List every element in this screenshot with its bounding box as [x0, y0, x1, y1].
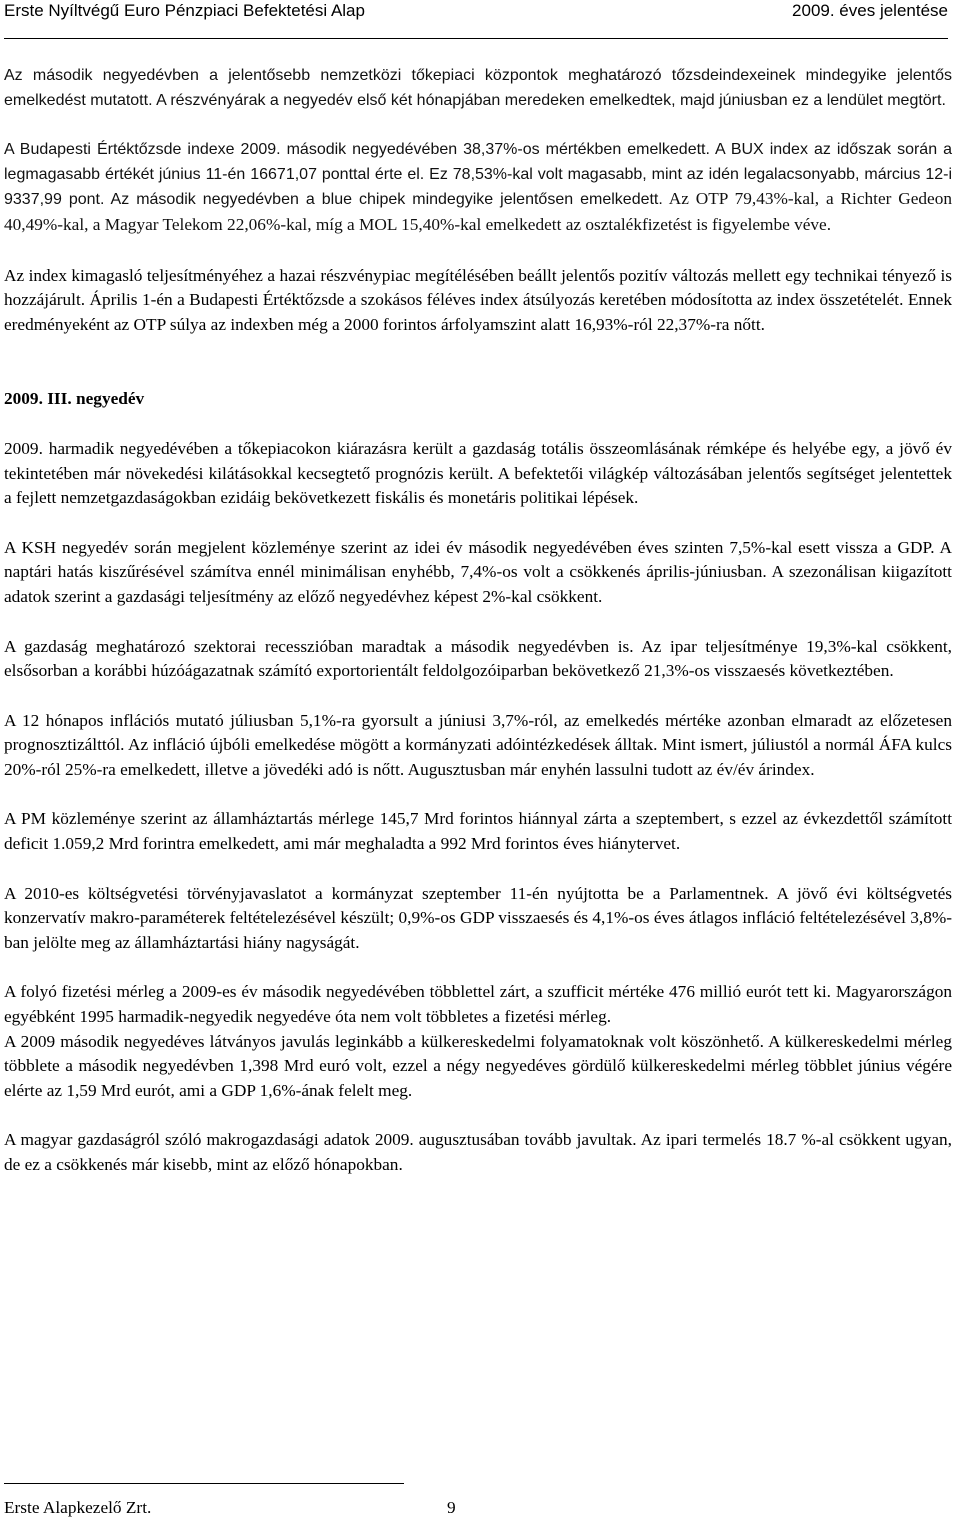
paragraph-ksh-gdp: A KSH negyedév során megjelent közleménye szerint az idei év második negyedévében éves szinten 7,5%-kal esett vissza a GDP. A naptári hatás kiszűrésével számítva ennél minimálisan enyhébb, 7,4%-os volt a csökkenés április-júniusban. A szezonálisan kiigazított adatok szerint a gazdasági teljesítmény az előző negyedévhez képest 2%-kal csökkent.	[4, 537, 952, 606]
paragraph-q2-markets: Az második negyedévben a jelentősebb nemzetközi tőkepiaci központok meghatározó tőzsdeindexeinek mindegyike jelentős emelkedést mutatott. A részvényárak a negyedév első két hónapjában meredeken emelkedtek, majd júniusban ez a lendület megtört.	[4, 67, 952, 109]
paragraph-index-weighting: Az index kimagasló teljesítményéhez a hazai részvénypiac megítélésében beállt jelentős pozitív változás mellett egy technikai tényező is hozzájárult. Április 1-én a Budapesti Értéktőzsde a szokásos féléves index átsúlyozás keretében módosította az index összetételét. Ennek eredményeként az OTP súlya az indexben még a 2000 forintos árfolyamszint alatt 16,93%-ról 22,37%-ra nőtt.	[4, 265, 952, 334]
header-fund-name: Erste Nyíltvégű Euro Pénzpiaci Befektetési Alap	[4, 1, 365, 20]
paragraph-q3-outlook: 2009. harmadik negyedévében a tőkepiacokon kiárazásra került a gazdaság totális összeomlásának rémképe és helyébe egy, a jövő év tekintetében már növekedési kilátásokkal kecsegtető prognózis került. A befektetői világkép változásában jelentős segítséget jelentettek a fejlett nemzetgazdaságokban ezidáig bekövetkezett fiskális és monetáris politikai lépések.	[4, 438, 952, 508]
paragraph-bux-index	[4, 138, 952, 238]
paragraph-macro-data: A magyar gazdaságról szóló makrogazdasági adatok 2009. augusztusában tovább javultak. Az ipari termelés 18.7 %-al csökkent ugyan, de ez a csökkenés már kisebb, mint az előző hónapokban.	[4, 1130, 952, 1174]
paragraph-current-account: A folyó fizetési mérleg a 2009-es év második negyedévében többlettel zárt, a szufficit mértéke 476 millió eurót tett ki. Magyarországon egyébként 1995 harmadik-negyedik negyedéve óta nem volt többletes a fizetési mérleg.	[4, 982, 952, 1027]
paragraph-recession-sectors: A gazdaság meghatározó szektorai recesszióban maradtak a második negyedévben is. Az ipar teljesítménye 19,3%-kal csökkent, elsősorban a korábbi húzóágazatnak számító exportorientált feldolgozóiparban bekövetkező 21,3%-os visszaesés következtében.	[4, 636, 952, 681]
paragraph-foreign-trade: A 2009 második negyedéves látványos javulás leginkább a külkereskedelmi folyamatoknak volt köszönhető. A külkereskedelmi mérleg többlete a második negyedévben 1,398 Mrd euró volt, ezzel a négy negyedéves gördülő külkereskedelmi mérleg többlet június végére elérte az 1,59 Mrd eurót, ami a GDP 1,6%-ának felelt meg.	[4, 1031, 952, 1100]
paragraph-blue-chips-text: Az OTP 79,43%-kal, a Richter Gedeon 40,49%-kal, a Magyar Telekom 22,06%-kal, míg a MOL 15,40%-kal emelkedett az osztalékfizetést is figyelembe véve.	[4, 189, 952, 234]
section-title-q3: 2009. III. negyedév	[4, 389, 145, 409]
footer-company: Erste Alapkezelő Zrt.	[4, 1498, 152, 1517]
page-footer	[4, 1483, 948, 1517]
page-number: 9	[447, 1498, 456, 1517]
paragraph-bux-index-text: A Budapesti Értéktőzsde indexe 2009. második negyedévében 38,37%-os mértékben emelkedett. A BUX index az időszak során a legmagasabb értékét június 11-én 16671,07 ponttal érte el. Ez 78,53%-kal volt magasabb, mint az idén legalacsonyabb, március 12-i 9337,99 pont. Az második negyedévben a blue chipek mindegyike jelentősen emelkedett.	[4, 141, 952, 209]
page-header	[4, 0, 948, 39]
header-report-title: 2009. éves jelentése	[792, 1, 948, 20]
paragraph-inflation: A 12 hónapos inflációs mutató júliusban 5,1%-ra gyorsult a júniusi 3,7%-ról, az emelkedés mértéke azonban elmaradt az előzetesen prognosztizálttól. Az infláció újbóli emelkedése mögött a kormányzati adóintézkedések álltak. Mint ismert, júliustól a normál ÁFA kulcs 20%-ról 25%-ra emelkedett, illetve a jövedéki adó is nőtt. Augusztusban már enyhén lassulni tudott az év/év árindex.	[4, 710, 952, 779]
paragraph-budget-bill: A 2010-es költségvetési törvényjavaslatot a kormányzat szeptember 11-én nyújtotta be a Parlamentnek. A jövő évi költségvetés konzervatív makro-paraméterek feltételezésével készült; 0,9%-os GDP visszaesés és 4,1%-os éves átlagos infláció feltételezésével 3,8%-ban jelölte meg az államháztartási hiány nagyságát.	[4, 883, 952, 952]
footer-divider	[4, 1483, 404, 1484]
paragraph-budget-deficit: A PM közleménye szerint az államháztartás mérlege 145,7 Mrd forintos hiánnyal zárta a szeptembert, s ezzel az évkezdettől számított deficit 1.059,2 Mrd forintra emelkedett, ami már meghaladta a 992 Mrd forintos éves hiánytervet.	[4, 809, 952, 854]
document-body	[4, 64, 952, 1178]
